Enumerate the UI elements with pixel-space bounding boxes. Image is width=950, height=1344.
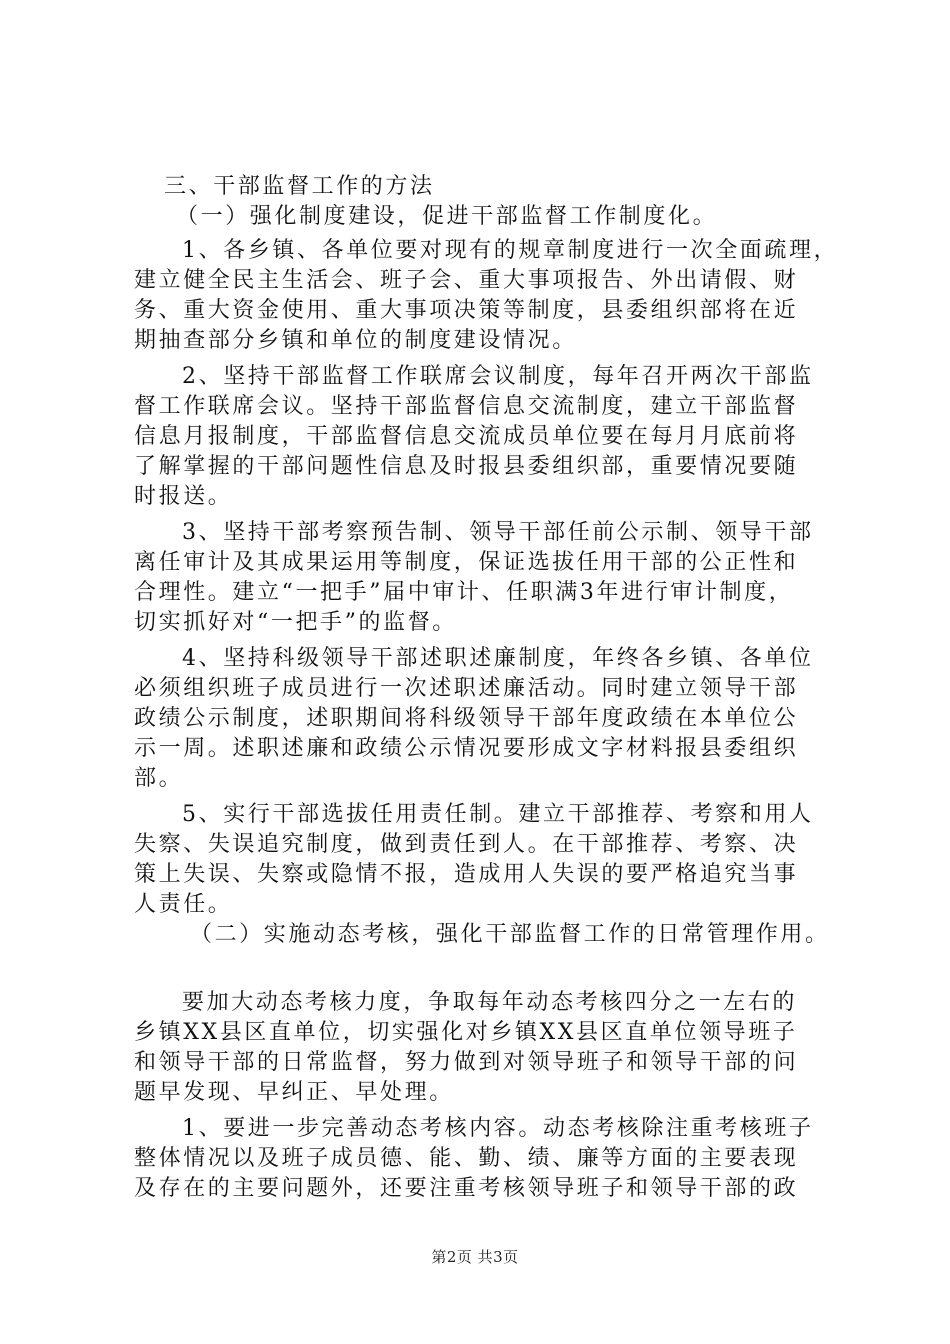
- text-line: 和领导干部的日常监督，努力做到对领导班子和领导干部的问: [134, 1050, 799, 1075]
- text-line: 示一周。述职述廉和政绩公示情况要形成文字材料报县委组织: [134, 736, 799, 761]
- text-line: 策上失误、失察或隐情不报，造成用人失误的要严格追究当事: [134, 862, 799, 887]
- text-line: 离任审计及其成果运用等制度，保证选拔任用干部的公正性和: [134, 550, 799, 575]
- text-line: 期抽查部分乡镇和单位的制度建设情况。: [134, 328, 577, 353]
- text-line: 合理性。建立“一把手”届中审计、任职满3年进行审计制度，: [134, 580, 794, 605]
- text-line: 题早发现、早纠正、早处理。: [134, 1080, 454, 1105]
- text-line: 4、坚持科级领导干部述职述廉制度，年终各乡镇、各单位: [182, 646, 814, 671]
- text-line: 整体情况以及班子成员德、能、勤、绩、廉等方面的主要表现: [134, 1146, 799, 1171]
- text-line: 要加大动态考核力度，争取每年动态考核四分之一左右的: [182, 990, 798, 1015]
- text-line: 2、坚持干部监督工作联席会议制度，每年召开两次干部监: [182, 364, 814, 389]
- text-line: 1、要进一步完善动态考核内容。动态考核除注重考核班子: [182, 1116, 814, 1141]
- text-line: 5、实行干部选拔任用责任制。建立干部推荐、考察和用人: [182, 802, 814, 827]
- text-line: 务、重大资金使用、重大事项决策等制度，县委组织部将在近: [134, 298, 799, 323]
- text-line: 人责任。: [134, 892, 233, 917]
- text-line: 信息月报制度，干部监督信息交流成员单位要在每月月底前将: [134, 424, 799, 449]
- text-line: 及存在的主要问题外，还要注重考核领导班子和领导干部的政: [134, 1176, 799, 1201]
- text-line: 1、各乡镇、各单位要对现有的规章制度进行一次全面疏理，: [182, 238, 839, 263]
- text-line: （一）强化制度建设，促进干部监督工作制度化。: [176, 204, 718, 229]
- text-line: （二）实施动态考核，强化干部监督工作的日常管理作用。: [190, 922, 830, 947]
- text-line: 督工作联席会议。坚持干部监督信息交流制度，建立干部监督: [134, 394, 799, 419]
- text-line: 三、干部监督工作的方法: [164, 174, 435, 199]
- text-line: 3、坚持干部考察预告制、领导干部任前公示制、领导干部: [182, 520, 814, 545]
- text-line: 部。: [134, 766, 184, 791]
- text-line: 切实抓好对“一把手”的监督。: [134, 610, 457, 635]
- text-line: 了解掌握的干部问题性信息及时报县委组织部，重要情况要随: [134, 454, 799, 479]
- text-line: 建立健全民主生活会、班子会、重大事项报告、外出请假、财: [134, 268, 799, 293]
- text-line: 必须组织班子成员进行一次述职述廉活动。同时建立领导干部: [134, 676, 799, 701]
- text-line: 失察、失误追究制度，做到责任到人。在干部推荐、考察、决: [134, 832, 799, 857]
- text-line: 乡镇XX县区直单位，切实强化对乡镇XX县区直单位领导班子: [134, 1020, 798, 1045]
- page-footer: 第2页 共3页: [431, 1248, 519, 1266]
- text-line: 时报送。: [134, 484, 233, 509]
- text-line: 政绩公示制度，述职期间将科级领导干部年度政绩在本单位公: [134, 706, 799, 731]
